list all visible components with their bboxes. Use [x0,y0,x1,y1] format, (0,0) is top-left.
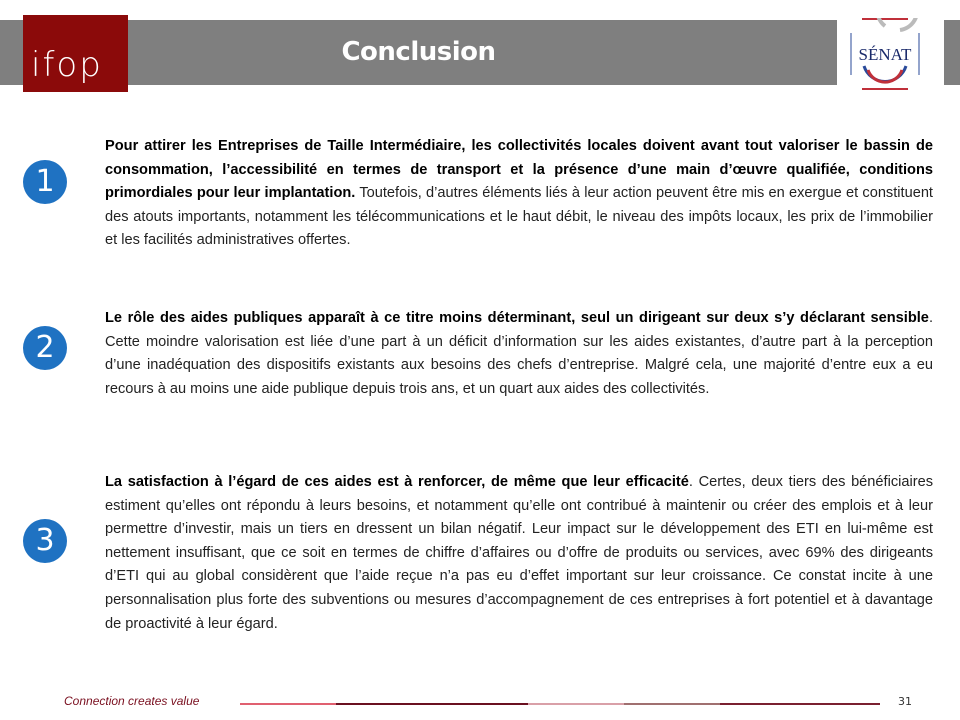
page-number: 31 [898,695,912,708]
paragraph-text: Toutefois, d’autres éléments liés à leur action peuvent être mis en exergue et constituent des atouts importants, notamment les télécommunications et le haut débit, le niveau des impôts locaux, les prix de l’immobilier et les facilités administratives offertes. [105,185,933,249]
point-number-badge: 3 [23,519,67,563]
svg-text:SÉNAT: SÉNAT [858,45,912,64]
paragraph-text: . Certes, deux tiers des bénéficiaires estiment qu’elles ont répondu à leurs besoins, et notamment qu’elle ont contribué à maintenir ou créer des emplois et à leur permettre d’investir, mais un tiers en dressent un bilan négatif. Leur impact sur le développement des ETI en lui-même est nettement insuffisant, que ce soit en termes de chiffre d’affaires ou d’offre de produits ou services, avec 69% des dirigeants d’ETI qui au global considèrent que l’aide reçue n’a pas eu d’effet important sur leur croissance. Ce constat incite à une personnalisation plus forte des subventions ou mesures d’accompagnement de ces entreprises à fort potentiel et à davantage de proactivité à leur égard. [105,474,934,632]
paragraph-bold: Pour attirer les Entreprises de Taille Intermédiaire, les collectivités locales doivent avant tout valoriser le bassin de consommation, l’accessibilité en termes de transport et la présence d’une main d’œuvre qualifiée, conditions primordiales pour leur implantation. [105,138,933,202]
paragraph-text: . Cette moindre valorisation est liée d’une part à un déficit d’information sur les aides existantes, d’autre part à la perception d’une inadéquation des dispositifs existants aux besoins des chefs d’entreprise. Malgré cela, une majorité d’entre eux a eu recours à au moins une aide publique depuis trois ans, et un quart aux aides des collectivités. [105,310,933,397]
senat-logo [850,18,920,90]
conclusion-paragraph-1 [105,135,933,253]
ifop-logo: ifop [23,15,128,92]
footer-divider [240,703,880,705]
paragraph-bold: Le rôle des aides publiques apparaît à ce titre moins déterminant, seul un dirigeant sur deux s’y déclarant sensible [105,310,929,326]
paragraph-bold: La satisfaction à l’égard de ces aides est à renforcer, de même que leur efficacité [105,474,689,490]
footer-tagline: Connection creates value [64,694,200,708]
page-title: Conclusion [341,37,496,67]
conclusion-paragraph-2 [105,307,933,401]
point-number-badge: 1 [23,160,67,204]
point-number-badge: 2 [23,326,67,370]
conclusion-paragraph-3 [105,471,933,636]
header-band-right [944,20,960,85]
